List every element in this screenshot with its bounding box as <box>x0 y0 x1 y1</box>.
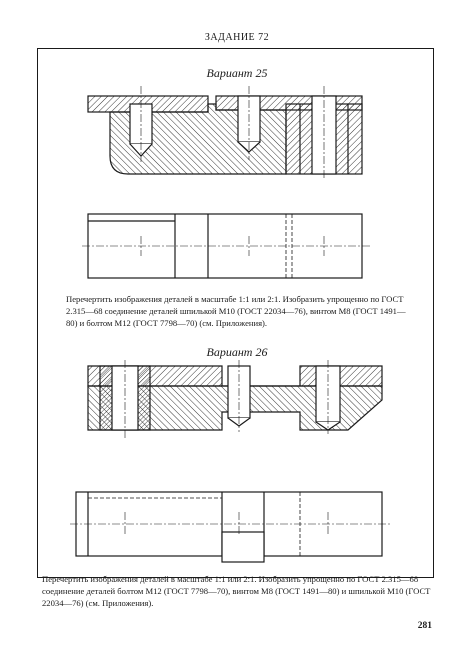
variant-26-plan <box>70 492 390 562</box>
page-header: ЗАДАНИЕ 72 <box>204 32 270 43</box>
variant-25-section <box>88 86 362 180</box>
variant-25-title: Вариант 25 <box>206 66 268 80</box>
variant-26-title: Вариант 26 <box>206 345 268 359</box>
variant-26-section <box>88 360 382 440</box>
variant-25-instruction: Перечертить изображения деталей в масштабе 1:1 или 2:1. Изобразить упрощенно по ГОСТ 2.315—68 соединение деталей шпилькой М10 (ГОСТ 22034—76), винтом М8 (ГОСТ 1491—80) и болтом М12 (ГОСТ 7798—70) (см. Приложения). <box>66 294 406 328</box>
variant-26-instruction: Перечертить изображения деталей в масштабе 1:1 или 2:1. Изобразить упрощенно по ГОСТ 2.315—68 соединение деталей болтом М12 (ГОСТ 7798—70), винтом М8 (ГОСТ 1491—80) и шпилькой М10 (ГОСТ 22034—76) (см. Приложения). <box>42 574 431 608</box>
page-number: 281 <box>417 621 432 631</box>
variant-25-plan <box>82 214 370 278</box>
